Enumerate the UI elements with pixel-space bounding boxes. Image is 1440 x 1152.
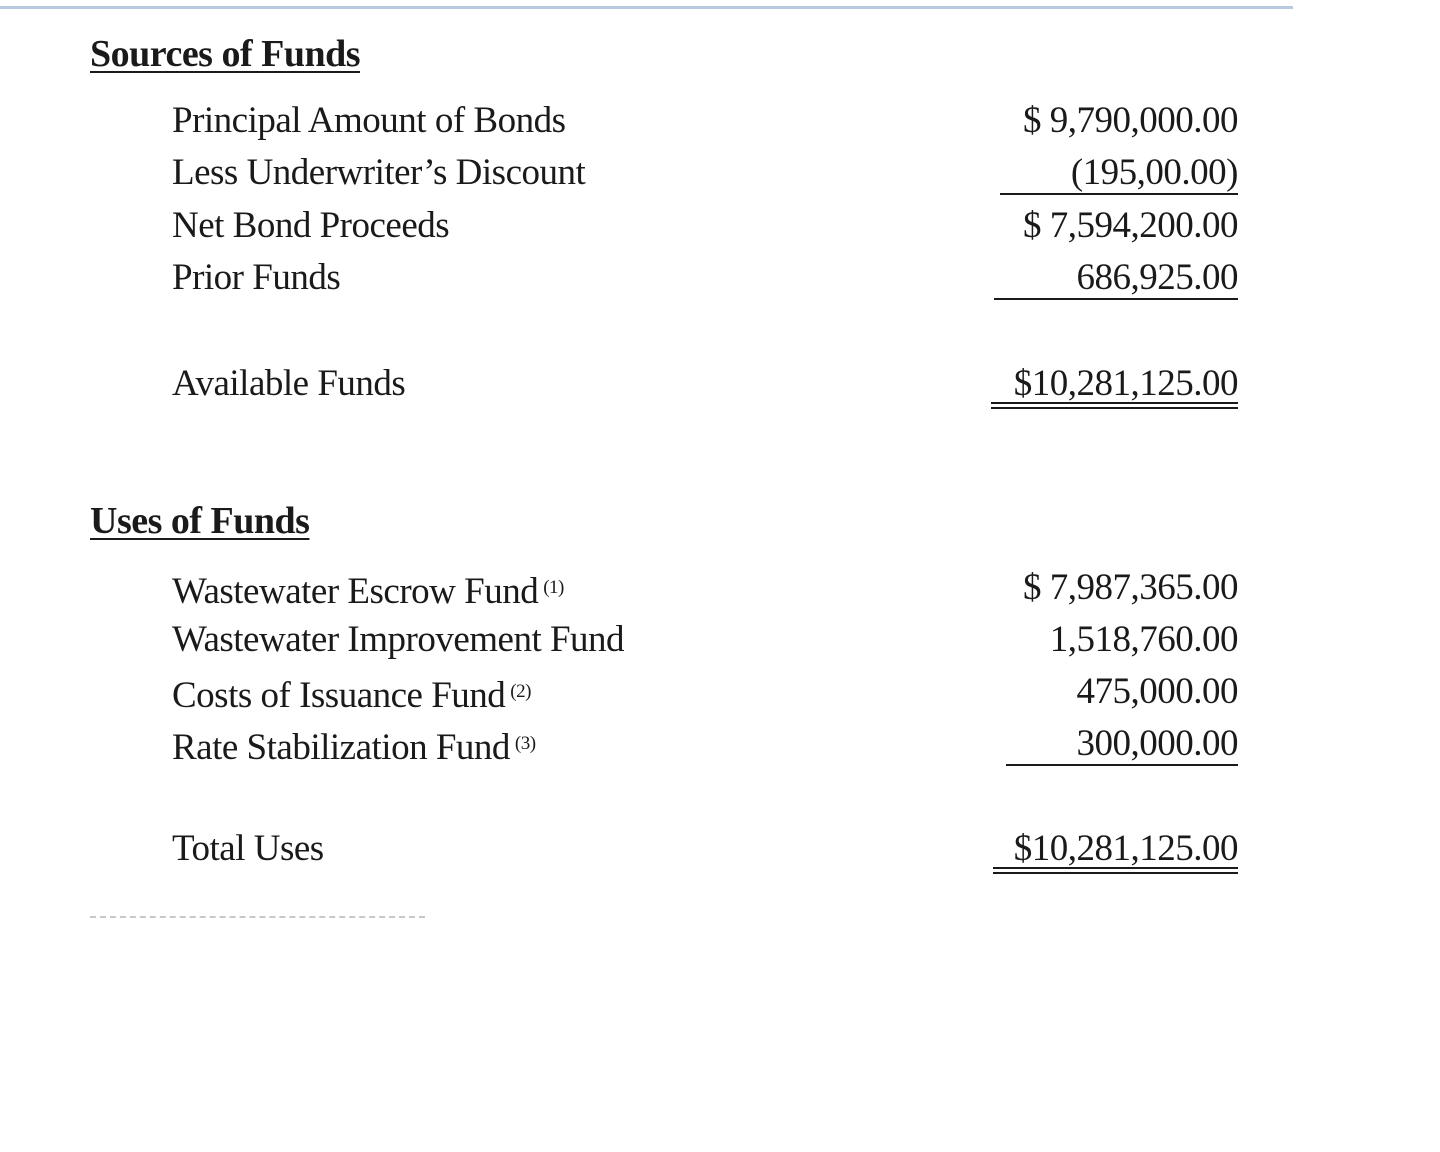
use-row-escrow [0, 565, 1440, 611]
source-label: Prior Funds [172, 257, 341, 298]
total-uses-amount: $10,281,125.00 [1013, 828, 1238, 869]
use-total-row [0, 826, 1440, 872]
footnote-separator-rule [90, 916, 425, 918]
source-amount: 686,925.00 [1076, 257, 1238, 298]
footnote-marker: (1) [543, 577, 564, 598]
footnote-marker: (2) [510, 681, 531, 702]
source-row-discount [0, 150, 1440, 196]
source-amount: $ 9,790,000.00 [1023, 100, 1238, 141]
source-row-prior-funds [0, 255, 1440, 301]
use-label: Wastewater Improvement Fund [172, 619, 625, 660]
source-label: Net Bond Proceeds [172, 205, 450, 246]
footnote-marker: (3) [514, 733, 536, 754]
total-double-underline [991, 402, 1238, 409]
use-label: Rate Stabilization Fund $^{(3)}$ [172, 727, 536, 768]
use-row-improvement [0, 617, 1440, 663]
use-row-rate-stabilization [0, 721, 1440, 767]
source-amount: $ 7,594,200.00 [1023, 205, 1238, 246]
source-row-net-proceeds [0, 203, 1440, 249]
use-label: Costs of Issuance Fund $^{(2)}$ [172, 675, 531, 716]
use-amount: 300,000.00 [1076, 723, 1238, 764]
total-uses-label: Total Uses [172, 828, 324, 869]
use-amount: 475,000.00 [1076, 671, 1238, 712]
use-amount: 1,518,760.00 [1049, 619, 1238, 660]
available-funds-amount: $10,281,125.00 [1013, 363, 1238, 404]
sources-of-funds-heading: Sources of Funds [90, 33, 361, 75]
source-label: Principal Amount of Bonds [172, 100, 566, 141]
uses-of-funds-heading: Uses of Funds [90, 500, 310, 542]
use-row-issuance [0, 669, 1440, 715]
subtotal-underline [1000, 193, 1238, 195]
use-label: Wastewater Escrow Fund $^{(1)}$ [172, 571, 564, 612]
source-amount: (195,00.00) [1070, 152, 1238, 193]
use-amount: $ 7,987,365.00 [1023, 567, 1238, 608]
subtotal-underline [1006, 764, 1238, 766]
subtotal-underline [994, 298, 1238, 300]
source-label: Less Underwriter’s Discount [172, 152, 586, 193]
top-border-rule [0, 6, 1293, 9]
total-double-underline [993, 867, 1238, 874]
source-total-row [0, 361, 1440, 407]
available-funds-label: Available Funds [172, 363, 406, 404]
source-row-principal [0, 98, 1440, 144]
